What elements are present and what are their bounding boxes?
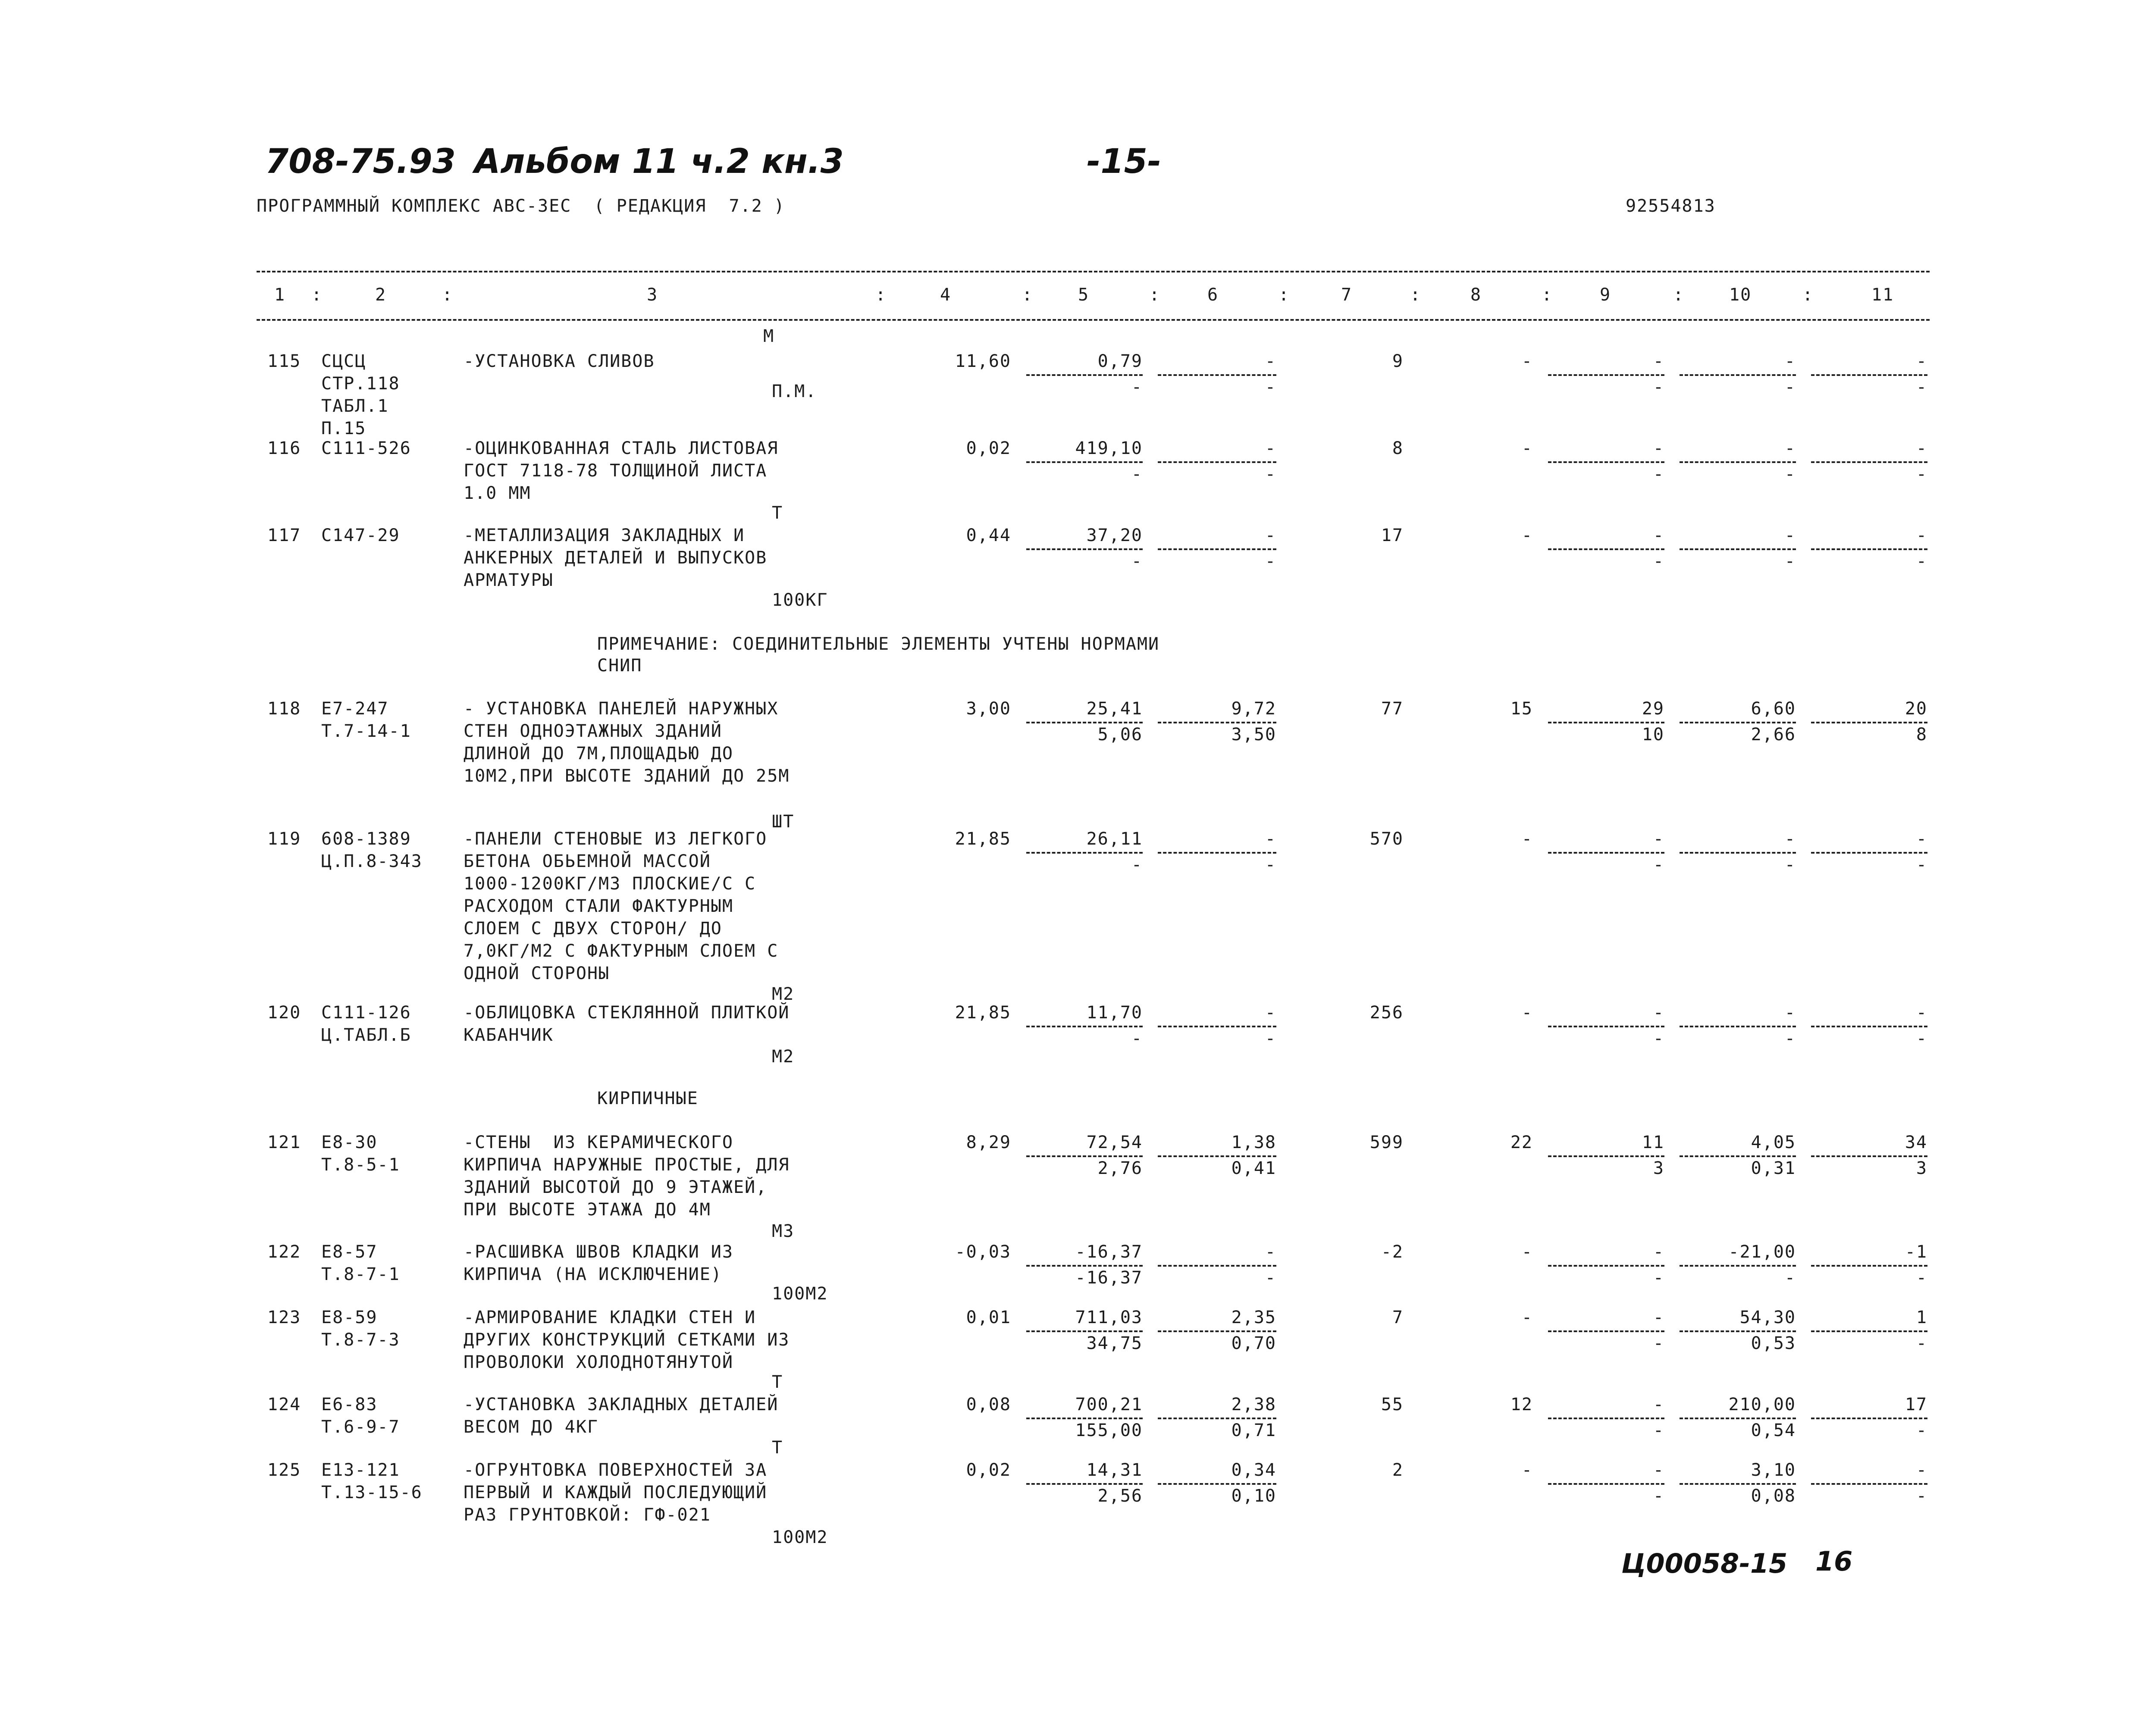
value-c5-lower: 2,56 [1097,1486,1143,1506]
work-name: -УСТАНОВКА СЛИВОВ [464,351,655,371]
value-c6-lower: 3,50 [1231,725,1276,745]
unit-label: М3 [772,1221,795,1241]
value-c9: 29 [1642,699,1664,719]
value-c11: - [1916,438,1927,458]
unit-label: Т [772,1372,783,1392]
value-separator [1680,852,1796,854]
unit-label: Т [772,503,783,523]
unit-label: 100М2 [772,1527,828,1547]
value-separator [1548,1026,1664,1027]
value-c10: 4,05 [1751,1133,1796,1152]
value-c4: 0,02 [966,1460,1011,1480]
value-c10: - [1784,1003,1796,1023]
work-name: ПРОВОЛОКИ ХОЛОДНОТЯНУТОЙ [464,1352,733,1372]
value-separator [1158,1265,1276,1267]
value-separator [1680,461,1796,463]
column-header-7: 7 [1341,285,1353,305]
value-c5: 0,79 [1097,351,1143,371]
value-c11-lower: - [1916,551,1927,571]
value-c10-lower: 0,08 [1751,1486,1796,1506]
value-separator [1026,374,1143,376]
value-c4: 0,01 [966,1308,1011,1327]
value-c9-lower: - [1653,551,1664,571]
value-separator [1158,1026,1276,1027]
work-name: ПЕРВЫЙ И КАЖДЫЙ ПОСЛЕДУЮЩИЙ [464,1483,768,1502]
work-name: 1000-1200КГ/М3 ПЛОСКИЕ/С С [464,874,756,894]
value-separator [1026,852,1143,854]
value-c9: - [1653,1003,1664,1023]
column-header-9: 9 [1600,285,1611,305]
column-header-2: 2 [375,285,387,305]
norm-code: Е8-59 [321,1308,378,1327]
value-c10: - [1784,351,1796,371]
norm-code: ТАБЛ.1 [321,396,389,416]
work-name: 7,0КГ/М2 С ФАКТУРНЫМ СЛОЕМ С [464,941,779,961]
work-name: ДЛИНОЙ ДО 7М,ПЛОЩАДЬЮ ДО [464,744,733,764]
value-c11: -1 [1905,1242,1927,1262]
value-c4: 0,02 [966,438,1011,458]
value-separator [1680,548,1796,550]
row-number: 124 [267,1395,301,1415]
column-divider: : [1673,285,1685,305]
value-c9: - [1653,526,1664,545]
value-c10: -21,00 [1728,1242,1796,1262]
value-c11-lower: - [1916,1333,1927,1353]
value-c4: 21,85 [955,829,1011,849]
value-c9-lower: - [1653,1029,1664,1048]
row-number: 122 [267,1242,301,1262]
work-name: РАЗ ГРУНТОВКОЙ: ГФ-021 [464,1505,711,1525]
value-c7: 599 [1369,1133,1404,1152]
row-number: 119 [267,829,301,849]
norm-code: С147-29 [321,526,400,545]
unit-label: М [763,326,775,346]
value-separator [1548,1330,1664,1332]
value-c5: 37,20 [1086,526,1143,545]
value-c4: 8,29 [966,1133,1011,1152]
column-divider: : [1149,285,1161,305]
value-c9-lower: - [1653,464,1664,484]
norm-code: СЦСЦ [321,351,367,371]
norm-code: СТР.118 [321,374,400,394]
album-label: Альбом 11 ч.2 кн.3 [474,142,844,181]
value-c5: 72,54 [1086,1133,1143,1152]
value-c5: -16,37 [1075,1242,1143,1262]
value-c11-lower: - [1916,1029,1927,1048]
value-separator [1548,1483,1664,1485]
value-separator [1548,1155,1664,1157]
value-c4: -0,03 [955,1242,1011,1262]
value-c5-lower: - [1131,464,1143,484]
value-c4: 11,60 [955,351,1011,371]
value-c8: - [1521,1003,1533,1023]
norm-code: Е8-57 [321,1242,378,1262]
row-number: 120 [267,1003,301,1023]
column-header-4: 4 [940,285,952,305]
value-separator [1811,548,1927,550]
unit-label: М2 [772,1047,795,1067]
value-c7: 2 [1392,1460,1404,1480]
value-separator [1158,548,1276,550]
row-number: 115 [267,351,301,371]
value-separator [1026,1026,1143,1027]
value-c7: 570 [1369,829,1404,849]
column-divider: : [875,285,887,305]
value-c6-lower: 0,71 [1231,1421,1276,1440]
column-header-6: 6 [1207,285,1219,305]
work-name: -СТЕНЫ ИЗ КЕРАМИЧЕСКОГО [464,1133,733,1152]
value-c6-lower: 0,70 [1231,1333,1276,1353]
unit-label: 100КГ [772,590,828,610]
value-c10-lower: 0,54 [1751,1421,1796,1440]
doc-code: 708-75.93 [265,142,456,181]
footer-sheet-number: 16 [1815,1546,1853,1577]
column-header-10: 10 [1729,285,1752,305]
value-c9: - [1653,1395,1664,1415]
value-c9-lower: - [1653,1268,1664,1288]
value-c11-lower: 8 [1916,725,1927,745]
value-separator [1680,374,1796,376]
column-divider: : [1802,285,1814,305]
value-c10: - [1784,829,1796,849]
value-separator [1548,548,1664,550]
value-c7: 55 [1381,1395,1404,1415]
column-divider: : [1279,285,1290,305]
value-c5: 711,03 [1075,1308,1143,1327]
value-c11: 34 [1905,1133,1927,1152]
norm-code: Е6-83 [321,1395,378,1415]
value-c5-lower: - [1131,551,1143,571]
value-c9-lower: - [1653,1486,1664,1506]
section-title: КИРПИЧНЫЕ [597,1089,699,1108]
value-separator [1158,461,1276,463]
value-c8: - [1521,526,1533,545]
value-c10-lower: - [1784,1268,1796,1288]
value-separator [1811,1026,1927,1027]
unit-label: ШТ [772,812,795,832]
value-c9-lower: - [1653,1333,1664,1353]
value-c4: 21,85 [955,1003,1011,1023]
value-c10: 6,60 [1751,699,1796,719]
norm-code: Е13-121 [321,1460,400,1480]
value-c8: - [1521,438,1533,458]
value-c11: - [1916,829,1927,849]
document-code: 92554813 [1626,196,1716,216]
value-c5-lower: - [1131,855,1143,875]
column-divider: : [1542,285,1553,305]
value-c6: 1,38 [1231,1133,1276,1152]
work-name: КИРПИЧА НАРУЖНЫЕ ПРОСТЫЕ, ДЛЯ [464,1155,790,1175]
value-separator [1811,1483,1927,1485]
norm-code: Е8-30 [321,1133,378,1152]
value-c8: 12 [1510,1395,1533,1415]
value-c6-lower: - [1265,1268,1276,1288]
value-c5-lower: 155,00 [1075,1421,1143,1440]
column-divider: : [311,285,323,305]
norm-code: Т.8-7-3 [321,1330,400,1350]
work-name: АНКЕРНЫХ ДЕТАЛЕЙ И ВЫПУСКОВ [464,548,768,568]
value-c9-lower: - [1653,377,1664,397]
value-c11-lower: - [1916,1268,1927,1288]
value-separator [1680,1265,1796,1267]
value-c9-lower: - [1653,855,1664,875]
value-c6: - [1265,438,1276,458]
value-c8: - [1521,1308,1533,1327]
value-c7: 77 [1381,699,1404,719]
value-separator [1811,1330,1927,1332]
value-c5: 419,10 [1075,438,1143,458]
value-c11: 20 [1905,699,1927,719]
norm-code: 608-1389 [321,829,411,849]
value-c5-lower: -16,37 [1075,1268,1143,1288]
value-c6: - [1265,351,1276,371]
value-c10-lower: - [1784,377,1796,397]
value-separator [1811,374,1927,376]
value-c6: - [1265,1242,1276,1262]
value-c7: 7 [1392,1308,1404,1327]
value-c9: - [1653,1308,1664,1327]
value-c5-lower: 5,06 [1097,725,1143,745]
value-c6-lower: 0,41 [1231,1158,1276,1178]
value-separator [1811,1265,1927,1267]
norm-code: Ц.П.8-343 [321,851,423,871]
norm-code: П.15 [321,419,367,438]
work-name: СЛОЕМ С ДВУХ СТОРОН/ ДО [464,919,722,939]
work-name: -РАСШИВКА ШВОВ КЛАДКИ ИЗ [464,1242,733,1262]
value-c10: 210,00 [1728,1395,1796,1415]
value-c7: 256 [1369,1003,1404,1023]
value-c10: 3,10 [1751,1460,1796,1480]
work-name: ВЕСОМ ДО 4КГ [464,1417,599,1437]
unit-label: 100М2 [772,1284,828,1304]
value-c11-lower: - [1916,855,1927,875]
work-name: -АРМИРОВАНИЕ КЛАДКИ СТЕН И [464,1308,756,1327]
column-header-8: 8 [1470,285,1482,305]
column-divider: : [1022,285,1034,305]
value-c5: 26,11 [1086,829,1143,849]
value-c9: 11 [1642,1133,1664,1152]
value-c6: 9,72 [1231,699,1276,719]
value-c10: - [1784,438,1796,458]
value-separator [1026,461,1143,463]
value-separator [1811,1155,1927,1157]
work-name: -ОГРУНТОВКА ПОВЕРХНОСТЕЙ ЗА [464,1460,768,1480]
value-c6: - [1265,526,1276,545]
value-c11: 1 [1916,1308,1927,1327]
column-header-3: 3 [647,285,658,305]
work-name: СТЕН ОДНОЭТАЖНЫХ ЗДАНИЙ [464,721,722,741]
value-separator [1548,374,1664,376]
value-c6-lower: - [1265,855,1276,875]
value-c10-lower: - [1784,551,1796,571]
value-c9: - [1653,829,1664,849]
work-name: 10М2,ПРИ ВЫСОТЕ ЗДАНИЙ ДО 25М [464,766,790,786]
value-c11-lower: 3 [1916,1158,1927,1178]
value-c6-lower: - [1265,464,1276,484]
norm-code: Т.8-7-1 [321,1264,400,1284]
value-separator [1026,548,1143,550]
column-header-11: 11 [1871,285,1894,305]
value-c7: 9 [1392,351,1404,371]
value-c10-lower: - [1784,464,1796,484]
work-name: - УСТАНОВКА ПАНЕЛЕЙ НАРУЖНЫХ [464,699,779,719]
norm-code: Т.6-9-7 [321,1417,400,1437]
header-rule-bottom [257,319,1930,321]
work-name: 1.0 ММ [464,483,531,503]
value-c6-lower: - [1265,377,1276,397]
value-c5-lower: 2,76 [1097,1158,1143,1178]
value-c9: - [1653,351,1664,371]
unit-label: М2 [772,984,795,1004]
value-c11-lower: - [1916,1486,1927,1506]
work-name: ОДНОЙ СТОРОНЫ [464,964,610,983]
value-c5: 25,41 [1086,699,1143,719]
value-separator [1158,374,1276,376]
value-c11: 17 [1905,1395,1927,1415]
work-name: КИРПИЧА (НА ИСКЛЮЧЕНИЕ) [464,1264,722,1284]
value-c11-lower: - [1916,1421,1927,1440]
value-separator [1158,852,1276,854]
column-header-5: 5 [1078,285,1090,305]
value-c10: - [1784,526,1796,545]
column-divider: : [1410,285,1422,305]
norm-code: С111-126 [321,1003,411,1023]
row-number: 125 [267,1460,301,1480]
value-c6: 0,34 [1231,1460,1276,1480]
value-c10-lower: - [1784,855,1796,875]
value-separator [1548,852,1664,854]
value-c9: - [1653,1242,1664,1262]
norm-code: Е7-247 [321,699,389,719]
value-c4: 0,44 [966,526,1011,545]
row-number: 118 [267,699,301,719]
value-c11: - [1916,526,1927,545]
norm-code: С111-526 [321,438,411,458]
value-c10-lower: 0,31 [1751,1158,1796,1178]
value-c11-lower: - [1916,377,1927,397]
value-c8: - [1521,1460,1533,1480]
unit-label: П.М. [772,382,817,401]
value-c8: - [1521,829,1533,849]
norm-code: Т.7-14-1 [321,721,411,741]
value-separator [1548,461,1664,463]
work-name: -УСТАНОВКА ЗАКЛАДНЫХ ДЕТАЛЕЙ [464,1395,779,1415]
work-name: ПРИ ВЫСОТЕ ЭТАЖА ДО 4М [464,1200,711,1220]
value-c4: 3,00 [966,699,1011,719]
row-number: 121 [267,1133,301,1152]
value-separator [1548,1418,1664,1419]
value-c5-lower: - [1131,1029,1143,1048]
work-name: -ОБЛИЦОВКА СТЕКЛЯННОЙ ПЛИТКОЙ [464,1003,790,1023]
value-c5: 14,31 [1086,1460,1143,1480]
work-name: -ОЦИНКОВАННАЯ СТАЛЬ ЛИСТОВАЯ [464,438,779,458]
value-c6-lower: - [1265,1029,1276,1048]
value-c5: 11,70 [1086,1003,1143,1023]
value-c9: - [1653,1460,1664,1480]
value-c10-lower: 0,53 [1751,1333,1796,1353]
norm-code: Т.13-15-6 [321,1483,423,1502]
value-c6: 2,38 [1231,1395,1276,1415]
value-separator [1548,1265,1664,1267]
value-c9-lower: - [1653,1421,1664,1440]
work-name: БЕТОНА ОБЬЕМНОЙ МАССОЙ [464,851,711,871]
value-c7: 17 [1381,526,1404,545]
work-name: -МЕТАЛЛИЗАЦИЯ ЗАКЛАДНЫХ И [464,526,745,545]
column-divider: : [442,285,454,305]
footer-stamp: Ц00058-15 [1621,1548,1788,1579]
unit-label: Т [772,1438,783,1458]
page-number: -15- [1087,142,1162,181]
program-title: ПРОГРАММНЫЙ КОМПЛЕКС АВС-3ЕС ( РЕДАКЦИЯ 7.2 ) [257,196,785,216]
value-c10-lower: - [1784,1029,1796,1048]
value-c5: 700,21 [1075,1395,1143,1415]
value-c4: 0,08 [966,1395,1011,1415]
value-separator [1811,852,1927,854]
header-rule-top [257,271,1930,272]
value-c9-lower: 10 [1642,725,1664,745]
work-name: ДРУГИХ КОНСТРУКЦИЙ СЕТКАМИ ИЗ [464,1330,790,1350]
value-c7: -2 [1381,1242,1404,1262]
column-header-1: 1 [274,285,286,305]
row-number: 117 [267,526,301,545]
value-c10: 54,30 [1739,1308,1796,1327]
value-c8: - [1521,1242,1533,1262]
value-c10-lower: 2,66 [1751,725,1796,745]
value-c8: 15 [1510,699,1533,719]
value-c11: - [1916,1003,1927,1023]
value-c11-lower: - [1916,464,1927,484]
work-name: РАСХОДОМ СТАЛИ ФАКТУРНЫМ [464,896,733,916]
value-c5-lower: 34,75 [1086,1333,1143,1353]
value-separator [1811,1418,1927,1419]
value-c8: 22 [1510,1133,1533,1152]
value-c5-lower: - [1131,377,1143,397]
work-name: ГОСТ 7118-78 ТОЛЩИНОЙ ЛИСТА [464,461,768,481]
value-c7: 8 [1392,438,1404,458]
value-c8: - [1521,351,1533,371]
row-number: 123 [267,1308,301,1327]
row-number: 116 [267,438,301,458]
value-c6: - [1265,829,1276,849]
norm-code: Т.8-5-1 [321,1155,400,1175]
value-c11: - [1916,351,1927,371]
value-c9: - [1653,438,1664,458]
work-name: АРМАТУРЫ [464,570,554,590]
value-separator [1811,461,1927,463]
work-name: ЗДАНИЙ ВЫСОТОЙ ДО 9 ЭТАЖЕЙ, [464,1177,768,1197]
value-c6: - [1265,1003,1276,1023]
value-c6-lower: - [1265,551,1276,571]
note-line-1: ПРИМЕЧАНИЕ: СОЕДИНИТЕЛЬНЫЕ ЭЛЕМЕНТЫ УЧТЕНЫ НОРМАМИ [597,634,1160,654]
value-c6-lower: 0,10 [1231,1486,1276,1506]
value-separator [1680,1026,1796,1027]
value-c9-lower: 3 [1653,1158,1664,1178]
work-name: КАБАНЧИК [464,1025,554,1045]
norm-code: Ц.ТАБЛ.Б [321,1025,411,1045]
value-c6: 2,35 [1231,1308,1276,1327]
value-c11: - [1916,1460,1927,1480]
value-separator [1811,722,1927,723]
work-name: -ПАНЕЛИ СТЕНОВЫЕ ИЗ ЛЕГКОГО [464,829,768,849]
note-line-2: СНИП [597,656,642,676]
